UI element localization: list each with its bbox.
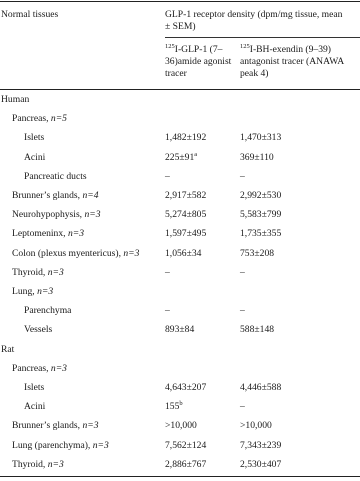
subheader-antagonist-tracer bbox=[240, 44, 358, 80]
tissue-label: Islets bbox=[24, 132, 45, 143]
tissue-name bbox=[12, 209, 101, 221]
sample-size: n=3 bbox=[67, 228, 85, 239]
antagonist-value: 7,343±239 bbox=[240, 440, 282, 451]
agonist-value bbox=[165, 420, 197, 432]
agonist-value-text: 1,056±34 bbox=[165, 248, 202, 259]
table-row bbox=[0, 438, 360, 454]
table-row bbox=[0, 457, 360, 473]
tissue-label: Islets bbox=[24, 382, 45, 393]
tissue-label: Neurohypophysis, bbox=[12, 209, 85, 220]
agonist-value-text: – bbox=[165, 171, 170, 182]
agonist-value bbox=[165, 228, 206, 240]
sample-size: n=3 bbox=[37, 286, 54, 297]
agonist-value-text: – bbox=[165, 305, 170, 316]
agonist-value bbox=[165, 132, 206, 144]
sample-size: n=3 bbox=[84, 209, 101, 220]
antagonist-value: 1,470±313 bbox=[240, 132, 282, 143]
antagonist-value: >10,000 bbox=[240, 420, 272, 431]
footnote-marker: a bbox=[194, 151, 198, 158]
top-rule bbox=[0, 1, 360, 2]
tissue-label: Thyroid, bbox=[12, 267, 48, 278]
tissue-name bbox=[24, 305, 71, 317]
table-row bbox=[0, 150, 360, 166]
tissue-label: Vessels bbox=[24, 324, 53, 335]
sample-size: n=3 bbox=[47, 459, 64, 470]
tissue-label: Lung, bbox=[12, 286, 38, 297]
tissue-label: Pancreas, bbox=[12, 113, 51, 124]
antagonist-value: 2,992±530 bbox=[240, 190, 282, 201]
tissue-name bbox=[12, 228, 84, 240]
antagonist-tracer-label: I-BH-exendin (9–39) antagonist tracer (ANAWA peak 4) bbox=[240, 44, 344, 79]
header-receptor-density: GLP-1 receptor density (dpm/mg tissue, mean ± SEM) bbox=[165, 9, 343, 32]
table-row bbox=[0, 130, 360, 146]
table-row bbox=[0, 207, 360, 223]
tissue-label: Pancreatic ducts bbox=[24, 171, 87, 182]
tissue-name bbox=[24, 171, 87, 183]
sample-size: n=3 bbox=[82, 420, 99, 431]
agonist-value bbox=[165, 190, 206, 202]
table-row bbox=[0, 361, 360, 377]
agonist-value bbox=[165, 401, 183, 413]
tissue-label: Pancreas, bbox=[12, 363, 51, 374]
table-row bbox=[0, 322, 360, 338]
tissue-name bbox=[1, 344, 14, 356]
tissue-name bbox=[24, 152, 45, 164]
isotope-mass-number: 125 bbox=[240, 43, 250, 50]
table-row bbox=[0, 226, 360, 242]
agonist-value-text: 1,482±192 bbox=[165, 132, 207, 143]
tissue-name bbox=[24, 132, 44, 144]
agonist-value bbox=[165, 248, 201, 260]
table-row bbox=[0, 342, 360, 358]
tissue-label: Brunner’s glands, bbox=[12, 420, 83, 431]
agonist-value-text: 2,886±767 bbox=[165, 459, 207, 470]
isotope-mass-number: 125 bbox=[165, 43, 175, 50]
antagonist-value: 753±208 bbox=[240, 248, 275, 259]
tissue-name bbox=[12, 440, 109, 452]
sample-size: n=5 bbox=[50, 113, 67, 124]
agonist-value-text: >10,000 bbox=[165, 420, 197, 431]
tissue-name bbox=[12, 420, 99, 432]
antagonist-value: 4,446±588 bbox=[240, 382, 282, 393]
agonist-value bbox=[165, 459, 206, 471]
table-row bbox=[0, 169, 360, 185]
tissue-name bbox=[24, 324, 52, 336]
header-bottom-rule bbox=[0, 89, 360, 90]
antagonist-value: 588±148 bbox=[240, 324, 275, 335]
antagonist-value: – bbox=[240, 305, 245, 316]
antagonist-value: 1,735±355 bbox=[240, 228, 282, 239]
agonist-value-text: 893±84 bbox=[165, 324, 195, 335]
antagonist-value: 5,583±799 bbox=[240, 209, 282, 220]
agonist-value-text: 7,562±124 bbox=[165, 440, 207, 451]
table-row bbox=[0, 92, 360, 108]
table-row bbox=[0, 111, 360, 127]
tissue-name bbox=[24, 401, 45, 413]
tissue-name bbox=[12, 459, 64, 471]
agonist-value-text: – bbox=[165, 267, 170, 278]
sample-size: n=4 bbox=[82, 190, 99, 201]
table-row bbox=[0, 246, 360, 262]
tissue-label: Colon (plexus myentericus), bbox=[12, 248, 124, 259]
table-row bbox=[0, 188, 360, 204]
agonist-value-text: 155 bbox=[165, 401, 180, 412]
agonist-value-text: 1,597±495 bbox=[165, 228, 207, 239]
agonist-value bbox=[165, 267, 170, 279]
table-row bbox=[0, 399, 360, 415]
agonist-value bbox=[165, 382, 206, 394]
tissue-label: Brunner’s glands, bbox=[12, 190, 83, 201]
table-row bbox=[0, 418, 360, 434]
agonist-value bbox=[165, 324, 194, 336]
agonist-value-text: 2,917±582 bbox=[165, 190, 207, 201]
header-normal-tissues: Normal tissues bbox=[1, 9, 59, 20]
agonist-value-text: 4,643±207 bbox=[165, 382, 207, 393]
agonist-value bbox=[165, 209, 206, 221]
table-row bbox=[0, 380, 360, 396]
tissue-label: Acini bbox=[24, 401, 46, 412]
table-row bbox=[0, 303, 360, 319]
tissue-label: Leptomeninx, bbox=[12, 228, 68, 239]
tissue-name bbox=[12, 286, 53, 298]
antagonist-value: – bbox=[240, 401, 245, 412]
agonist-value-text: 5,274±805 bbox=[165, 209, 207, 220]
tissue-name bbox=[12, 190, 99, 202]
tissue-label: Rat bbox=[1, 344, 15, 355]
antagonist-value: 2,530±407 bbox=[240, 459, 282, 470]
agonist-value bbox=[165, 440, 206, 452]
agonist-value bbox=[165, 171, 170, 183]
antagonist-value: – bbox=[240, 267, 245, 278]
tissue-name bbox=[12, 248, 139, 260]
sample-size: n=3 bbox=[47, 267, 64, 278]
subheader-agonist-tracer bbox=[165, 44, 237, 80]
tissue-name bbox=[12, 267, 64, 279]
tissue-name bbox=[12, 363, 67, 375]
tissue-label: Lung (parenchyma), bbox=[12, 440, 93, 451]
sample-size: n=3 bbox=[92, 440, 109, 451]
tissue-label: Human bbox=[1, 94, 30, 105]
subheader-rule bbox=[165, 37, 360, 38]
table-row bbox=[0, 284, 360, 300]
bottom-rule bbox=[0, 476, 360, 477]
agonist-value bbox=[165, 305, 170, 317]
tissue-name bbox=[1, 94, 29, 106]
agonist-tracer-label: I-GLP-1 (7–36)amide agonist tracer bbox=[165, 44, 232, 79]
tissue-label: Thyroid, bbox=[12, 459, 48, 470]
footnote-marker: b bbox=[179, 400, 183, 407]
agonist-value-text: 225±91 bbox=[165, 152, 195, 163]
tissue-name bbox=[24, 382, 44, 394]
agonist-value bbox=[165, 152, 197, 164]
table-row bbox=[0, 265, 360, 281]
tissue-name bbox=[12, 113, 67, 125]
antagonist-value: 369±110 bbox=[240, 152, 274, 163]
sample-size: n=3 bbox=[50, 363, 67, 374]
sample-size: n=3 bbox=[123, 248, 140, 259]
tissue-label: Parenchyma bbox=[24, 305, 72, 316]
tissue-label: Acini bbox=[24, 152, 46, 163]
antagonist-value: – bbox=[240, 171, 245, 182]
